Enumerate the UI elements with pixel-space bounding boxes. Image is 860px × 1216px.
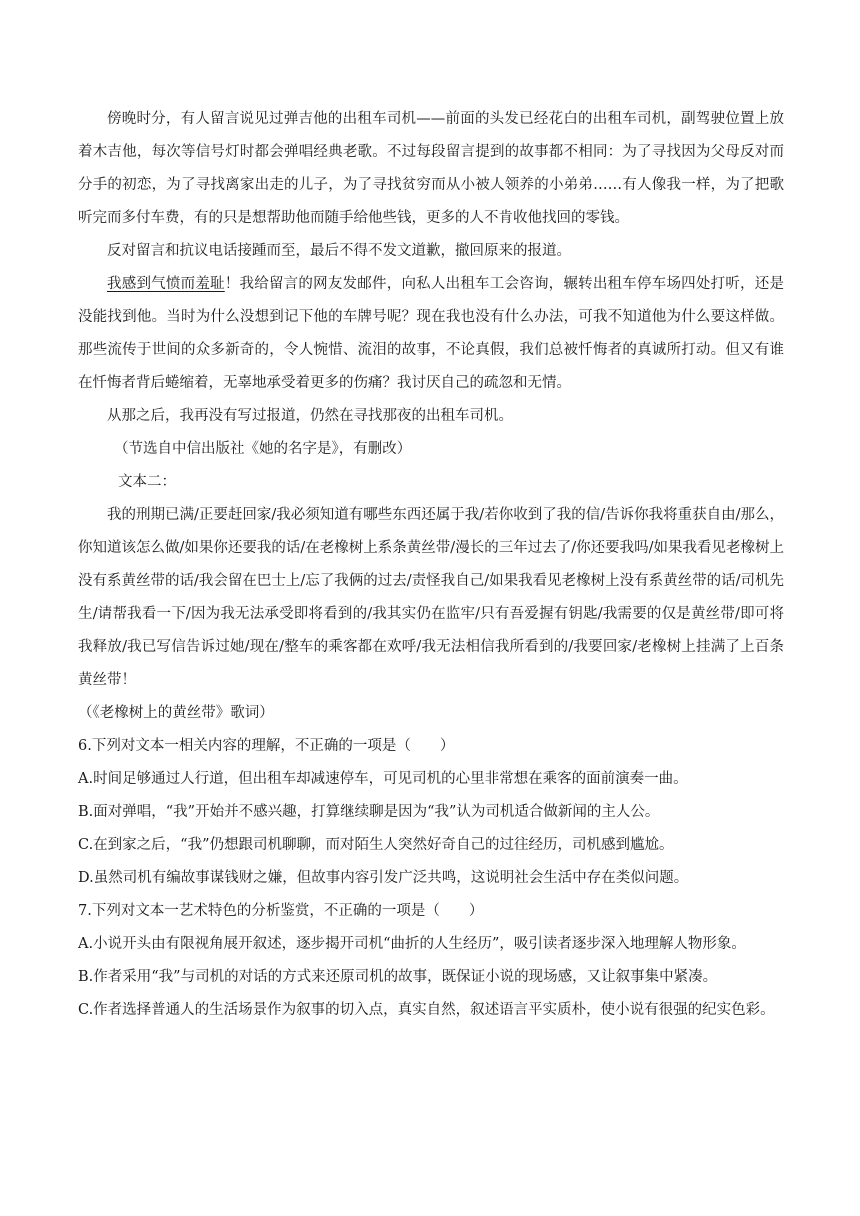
document-body xyxy=(78,103,784,1027)
option-b: B.作者采用“我”与司机的对话的方式来还原司机的故事，既保证小说的现场感，又让叙事集中紧凑。 xyxy=(78,969,718,985)
source-citation: （节选自中信出版社《她的名字是》，有删改） xyxy=(114,441,412,457)
lyrics-paragraph: 我的刑期已满/正要赶回家/我必须知道有哪些东西还属于我/若你收到了我的信/告诉你我将重获自由/那么，你知道该怎么做/如果你还要我的话/在老橡树上系条黄丝带/漫长的三年过去了/你还要我吗/如果我看见老橡树上没有系黄丝带的话/我会留在巴士上/忘了我俩的过去/责怪我自己/如果我看见老橡树上没有系黄丝带的话/司机先生/请帮我看一下/因为我无法承受即将看到的/我其实仍在监牢/只有吾爱握有钥匙/我需要的仅是黄丝带/即可将我释放/我已写信告诉过她/现在/整车的乘客都在欢呼/我无法相信我所看到的/我要回家/老橡树上挂满了上百条黄丝带！ xyxy=(78,507,784,688)
option-a: A.小说开头由有限视角展开叙述，逐步揭开司机“曲折的人生经历”，吸引读者逐步深入地理解人物形象。 xyxy=(78,936,746,952)
question-stem: 6.下列对文本一相关内容的理解，不正确的一项是（ ） xyxy=(78,738,455,754)
option-a: A.时间足够通过人行道，但出租车却减速停车，可见司机的心里非常想在乘客的面前演奏一曲。 xyxy=(78,771,688,787)
option-b: B.面对弹唱，“我”开始并不感兴趣，打算继续聊是因为“我”认为司机适合做新闻的主人公。 xyxy=(78,804,660,820)
section-label: 文本二： xyxy=(118,474,176,490)
paragraph: 从那之后，我再没有写过报道，仍然在寻找那夜的出租车司机。 xyxy=(107,408,513,424)
option-d: D.虽然司机有编故事谋钱财之嫌，但故事内容引发广泛共鸣，这说明社会生活中存在类似问题。 xyxy=(78,870,689,886)
paragraph xyxy=(78,268,784,400)
option-c: C.在到家之后，“我”仍想跟司机聊聊，而对陌生人突然好奇自己的过往经历，司机感到尴尬。 xyxy=(78,837,674,853)
source-citation: （《老橡树上的黄丝带》歌词） xyxy=(78,705,274,721)
underlined-phrase: 我感到气愤而羞耻 xyxy=(107,276,225,292)
paragraph-text: ！我给留言的网友发邮件，向私人出租车工会咨询，辗转出租车停车场四处打听，还是没能找到他。当时为什么没想到记下他的车牌号呢？现在我也没有什么办法，可我不知道他为什么要这样做。那些流传于世间的众多新奇的，令人惋惜、流泪的故事，不论真假，我们总被忏悔者的真诚所打动。但又有谁在忏悔者背后蜷缩着，无辜地承受着更多的伤痛？我讨厌自己的疏忽和无情。 xyxy=(78,276,785,391)
question-stem: 7.下列对文本一艺术特色的分析鉴赏，不正确的一项是（ ） xyxy=(78,903,484,919)
option-c: C.作者选择普通人的生活场景作为叙事的切入点，真实自然，叙述语言平实质朴，使小说有很强的纪实色彩。 xyxy=(78,1002,775,1018)
paragraph: 傍晚时分，有人留言说见过弹吉他的出租车司机——前面的头发已经花白的出租车司机，副驾驶位置上放着木吉他，每次等信号灯时都会弹唱经典老歌。不过每段留言提到的故事都不相同：为了寻找因为父母反对而分手的初恋，为了寻找离家出走的儿子，为了寻找贫穷而从小被人领养的小弟弟……有人像我一样，为了把歌听完而多付车费，有的只是想帮助他而随手给他些钱，更多的人不肯收他找回的零钱。 xyxy=(78,111,784,226)
paragraph: 反对留言和抗议电话接踵而至，最后不得不发文道歉，撤回原来的报道。 xyxy=(107,243,571,259)
